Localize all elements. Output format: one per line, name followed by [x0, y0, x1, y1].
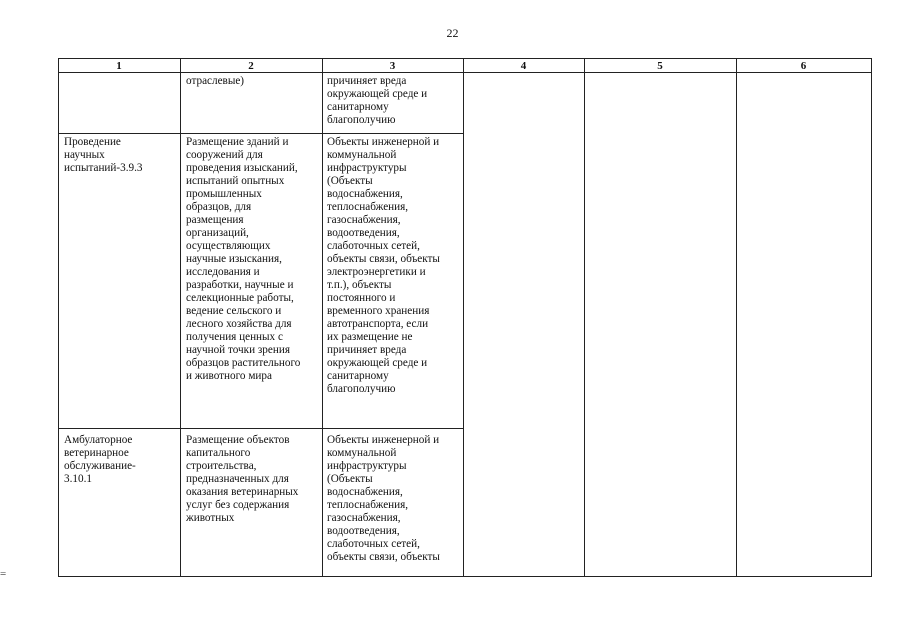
header-col-3: 3 — [389, 60, 396, 72]
margin-mark: = — [0, 568, 7, 580]
header-col-1: 1 — [116, 60, 122, 72]
header-col-2: 2 — [248, 60, 254, 72]
table-right-border — [871, 58, 872, 577]
col-divider-4 — [584, 58, 585, 577]
table-cell: причиняет вреда окружающей среде и санитарному благополучию — [327, 75, 428, 126]
table-cell: Амбулаторное ветеринарное обслуживание- 3.10.1 — [64, 434, 136, 485]
table-cell: отраслевые) — [186, 75, 245, 87]
row-divider-2 — [58, 428, 464, 429]
table-cell: Объекты инженерной и коммунальной инфраструктуры (Объекты водоснабжения, теплоснабжения, газоснабжения, водоотведения, слаботочных сетей, объекты связи, объекты электроэнергетики и т.п.), объекты постоянного и временного хранения автотранспорта, если их размещение не причиняет вреда окружающей среде и санитарному благополучию — [327, 136, 440, 395]
col-divider-1 — [180, 58, 181, 577]
page-number: 22 — [446, 26, 459, 40]
table-cell: Проведение научных испытаний-3.9.3 — [64, 136, 143, 174]
col-divider-3 — [463, 58, 464, 577]
col-divider-5 — [736, 58, 737, 577]
header-col-5: 5 — [657, 60, 663, 72]
table-cell: Размещение зданий и сооружений для проведения изысканий, испытаний опытных промышленных образцов, для размещения организаций, осуществляющих научные изыскания, исследования и разработки, научные и селекционные работы, ведение сельского и лесного хозяйства для получения ценных с научной точки зрения образцов растительного и животного мира — [186, 136, 301, 382]
header-col-4: 4 — [520, 60, 527, 72]
row-divider-1 — [58, 133, 464, 134]
table-cell: Размещение объектов капитального строительства, предназначенных для оказания ветеринарных услуг без содержания животных — [186, 434, 299, 524]
col-divider-2 — [322, 58, 323, 577]
table-left-border — [58, 58, 59, 577]
table-cell: Объекты инженерной и коммунальной инфраструктуры (Объекты водоснабжения, теплоснабжения, газоснабжения, водоотведения, слаботочных сетей, объекты связи, объекты — [327, 434, 440, 563]
header-col-6: 6 — [800, 60, 807, 72]
